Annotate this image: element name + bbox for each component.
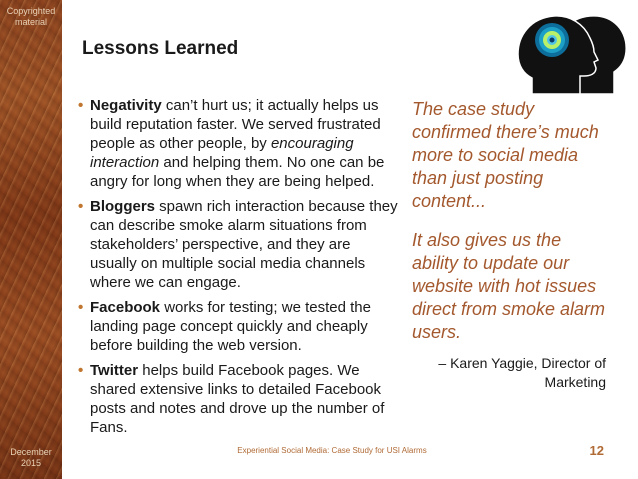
bullet-marker: • <box>78 97 84 114</box>
page-number: 12 <box>589 443 604 458</box>
bullet-keyword: Twitter <box>90 362 139 379</box>
bullet-keyword: Negativity <box>90 97 162 114</box>
bullet-marker: • <box>78 362 84 379</box>
copyright-label: Copyrighted <box>6 6 56 16</box>
bullet-text: can’t hurt us; it actually helps us build reputation faster. We served frustrated people as other people, by <box>90 97 381 152</box>
copyright-label: material <box>14 17 47 27</box>
decorative-sidebar <box>0 0 62 479</box>
quote-paragraph: It also gives us the ability to update our website with hot issues direct from smoke alarm users. <box>412 230 606 342</box>
bullet-keyword: Bloggers <box>90 198 156 215</box>
testimonial-quote <box>412 98 612 344</box>
bullet-marker: • <box>78 198 84 215</box>
list-item <box>78 96 400 191</box>
two-heads-profile-icon <box>510 4 634 96</box>
attribution-line: Marketing <box>544 374 606 390</box>
quote-paragraph: The case study confirmed there’s much more to social media than just posting content... <box>412 99 599 211</box>
page-title: Lessons Learned <box>82 38 239 59</box>
list-item <box>78 197 400 292</box>
bullet-emphasis: encouraging interaction <box>90 135 354 171</box>
quote-attribution <box>412 354 606 392</box>
footer-date: 2015 <box>20 458 42 468</box>
footer-date: December <box>10 447 52 457</box>
bullet-keyword: Facebook <box>90 299 161 316</box>
bullet-text: helps build Facebook pages. We shared extensive links to detailed Facebook posts and notes and drove up the number of Fans. <box>90 362 385 436</box>
list-item <box>78 298 400 355</box>
bullet-marker: • <box>78 299 84 316</box>
footer-caption: Experiential Social Media: Case Study for USI Alarms <box>237 446 427 455</box>
bullet-text: and helping them. No one can be angry for long when they are being helped. <box>90 154 385 190</box>
bullet-text: spawn rich interaction because they can describe smoke alarm situations from stakeholders’ perspective, and they are usually on multiple social media channels where we can engage. <box>90 198 398 291</box>
lessons-list <box>78 96 400 443</box>
bullet-text: works for testing; we tested the landing page concept quickly and cheaply before building the web version. <box>90 299 371 354</box>
attribution-line: – Karen Yaggie, Director of <box>438 355 606 371</box>
list-item <box>78 361 400 437</box>
